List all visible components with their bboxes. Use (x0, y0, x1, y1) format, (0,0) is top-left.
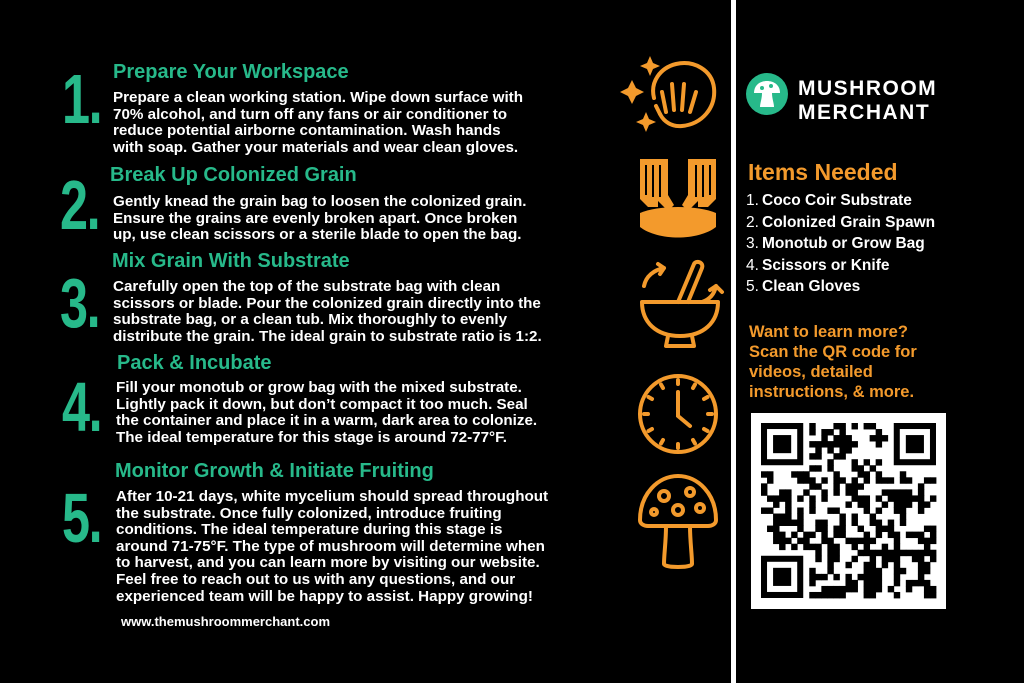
body-line: to harvest, and you can learn more by visiting our website. (116, 554, 540, 572)
body-line: reduce potential airborne contamination. Wash hands (113, 122, 501, 140)
vertical-divider (731, 0, 736, 683)
body-line: substrate bag, or a clean tub. Mix thoroughly to evenly (113, 311, 508, 329)
learn-more-text: Want to learn more? Scan the QR code for videos, detailed instructions, & more. (749, 323, 917, 401)
body-line: conditions. The ideal temperature during this stage is (116, 521, 503, 539)
brand-line1: MUSHROOM (798, 77, 938, 100)
step-title: Pack & Incubate (117, 352, 272, 374)
step-body (116, 489, 548, 605)
kneading-hands-icon (632, 155, 724, 241)
list-item: 3. Monotub or Grow Bag (746, 235, 925, 253)
body-line: Gently knead the grain bag to loosen the colonized grain. (113, 193, 527, 210)
list-item: 2. Colonized Grain Spawn (746, 213, 936, 231)
step-title: Mix Grain With Substrate (112, 250, 350, 272)
body-line: Lightly pack it down, but don’t compact it too much. Seal (116, 395, 528, 413)
items-needed-title: Items Needed (748, 159, 898, 185)
body-line: Fill your monotub or grow bag with the mixed substrate. (116, 379, 522, 396)
body-line: with soap. Gather your materials and wear clean gloves. (113, 138, 519, 156)
body-line: around 71-75°F. The type of mushroom will determine when (116, 537, 545, 555)
step-number: 1. (62, 60, 102, 138)
step-body (113, 279, 542, 345)
step-title: Monitor Growth & Initiate Fruiting (115, 460, 434, 482)
clock-icon (636, 372, 720, 456)
mortar-pestle-icon (634, 258, 726, 350)
body-line: experienced team will be happy to assist. Happy growing! (116, 587, 533, 605)
step-title: Break Up Colonized Grain (110, 164, 357, 186)
qr-code[interactable] (751, 413, 946, 609)
step-title: Prepare Your Workspace (113, 61, 349, 83)
website-url[interactable]: www.themushroommerchant.com (121, 614, 330, 629)
body-line: up, use clean scissors or a sterile blade to open the bag. (113, 226, 522, 244)
step-number: 5. (62, 479, 102, 557)
brand-line2: MERCHANT (798, 101, 931, 124)
step-number: 4. (62, 368, 102, 446)
body-line: Ensure the grains are evenly broken apart. Once broken (113, 209, 518, 227)
step-number: 3. (60, 264, 100, 342)
list-item: 4. Scissors or Knife (746, 256, 890, 274)
body-line: the substrate. Once fully colonized, introduce fruiting (116, 504, 502, 522)
body-line: Prepare a clean working station. Wipe down surface with (113, 89, 524, 106)
body-line: distribute the grain. The ideal grain to substrate ratio is 1:2. (113, 327, 542, 345)
mushroom-icon (636, 472, 720, 572)
body-line: the container and place it in a warm, dark area to colonize. (116, 412, 538, 430)
mushroom-logo-icon (746, 73, 788, 115)
body-line: 70% alcohol, and turn off any fans or air conditioner to (113, 105, 508, 123)
step-number: 2. (60, 166, 100, 244)
step-body (113, 90, 523, 156)
sparkle-hand-icon (620, 52, 720, 137)
items-needed-list (746, 190, 935, 298)
list-item: 1. Coco Coir Substrate (746, 192, 912, 209)
list-item: 5. Clean Gloves (746, 278, 861, 296)
step-body (113, 194, 527, 244)
body-line: scissors or blade. Pour the colonized grain directly into the (113, 294, 541, 312)
body-line: After 10-21 days, white mycelium should spread throughout (116, 488, 549, 505)
body-line: Carefully open the top of the substrate bag with clean (113, 278, 501, 295)
body-line: The ideal temperature for this stage is around 72-77°F. (116, 428, 507, 446)
body-line: Feel free to reach out to us with any questions, and our (116, 570, 516, 588)
step-body (116, 380, 537, 446)
